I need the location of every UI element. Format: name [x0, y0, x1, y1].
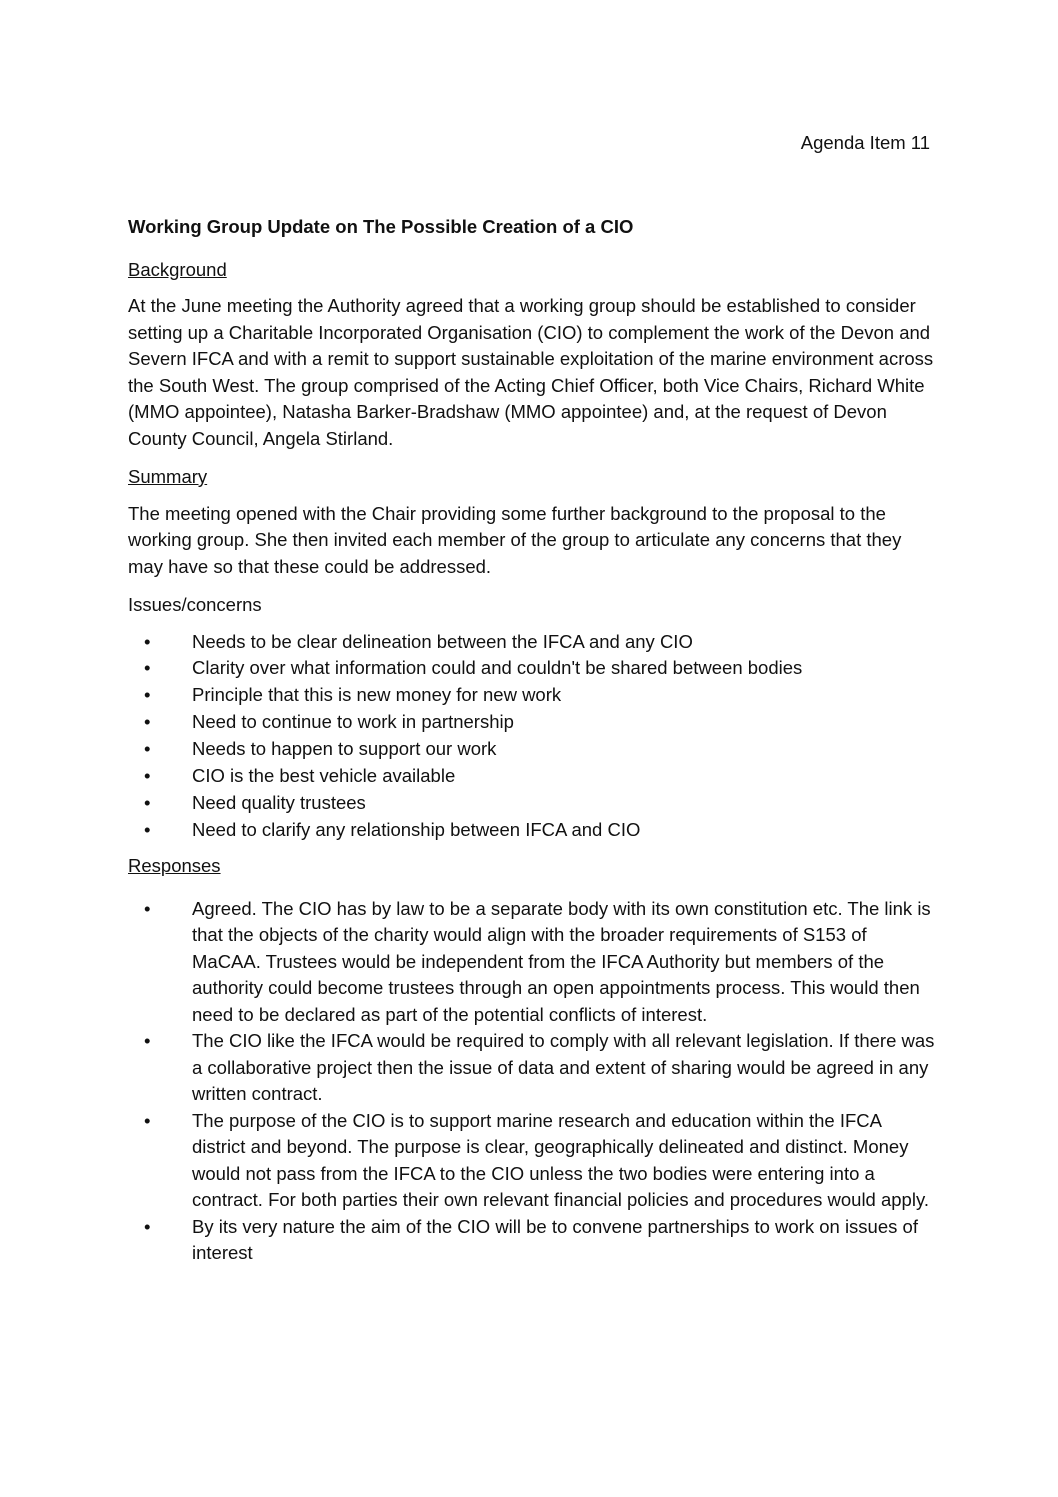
issue-item: [128, 682, 936, 709]
issue-text: Need quality trustees: [192, 791, 366, 813]
bullet-icon: •: [144, 657, 151, 679]
issue-text: Needs to be clear delineation between the IFCA and any CIO: [192, 630, 693, 652]
issues-heading: Issues/concerns: [128, 594, 262, 615]
bullet-icon: •: [144, 791, 151, 813]
response-text: The CIO like the IFCA would be required to comply with all relevant legislation. If there was a collaborative project then the issue of data and extent of sharing would be agreed in any written contract.: [192, 1030, 935, 1105]
issue-text: Clarity over what information could and couldn't be shared between bodies: [192, 657, 803, 679]
response-item: [128, 896, 936, 1029]
issue-text: Need to continue to work in partnership: [192, 711, 514, 733]
issue-item: [128, 763, 936, 790]
issue-item: [128, 655, 936, 682]
response-text: By its very nature the aim of the CIO will be to convene partnerships to work on issues of interest: [192, 1215, 918, 1264]
issue-item: [128, 817, 936, 844]
issue-text: Need to clarify any relationship between IFCA and CIO: [192, 818, 641, 840]
bullet-icon: •: [144, 1215, 151, 1237]
background-heading: Background: [128, 258, 227, 280]
bullet-icon: •: [144, 1030, 151, 1052]
summary-paragraph: The meeting opened with the Chair providing some further background to the proposal to the working group. She then invited each member of the group to articulate any concerns that they may have so that these could be addressed.: [128, 502, 902, 577]
issue-item: [128, 736, 936, 763]
response-item: [128, 1028, 936, 1108]
bullet-icon: •: [144, 764, 151, 786]
bullet-icon: •: [144, 818, 151, 840]
issue-text: CIO is the best vehicle available: [192, 764, 456, 786]
bullet-icon: •: [144, 711, 151, 733]
document-title: Working Group Update on The Possible Creation of a CIO: [128, 216, 634, 237]
bullet-icon: •: [144, 1109, 151, 1131]
issue-text: Principle that this is new money for new work: [192, 684, 562, 706]
responses-heading: Responses: [128, 855, 221, 877]
response-item: [128, 1108, 936, 1214]
issue-item: [128, 709, 936, 736]
bullet-icon: •: [144, 897, 151, 919]
background-paragraph: At the June meeting the Authority agreed that a working group should be established to consider setting up a Charitable Incorporated Organisation (CIO) to complement the work of the Devon and Severn IFCA and with a remit to support sustainable exploitation of the marine environment across the South West. The group comprised of the Acting Chief Officer, both Vice Chairs, Richard White (MMO appointee), Natasha Barker-Bradshaw (MMO appointee) and, at the request of Devon County Council, Angela Stirland.: [128, 295, 934, 449]
issue-item: [128, 790, 936, 817]
response-text: Agreed. The CIO has by law to be a separate body with its own constitution etc. The link is that the objects of the charity would align with the broader requirements of S153 of MaCAA. Trustees would be independent from the IFCA Authority but members of the authority could become trustees through an open appointments process. This would then need to be declared as part of the potential conflicts of interest.: [192, 897, 931, 1025]
bullet-icon: •: [144, 738, 151, 760]
issues-list: [128, 629, 936, 844]
agenda-item-label: Agenda Item 11: [800, 132, 930, 153]
bullet-icon: •: [144, 684, 151, 706]
summary-heading: Summary: [128, 466, 208, 487]
response-item: [128, 1214, 936, 1267]
response-text: The purpose of the CIO is to support marine research and education within the IFCA district and beyond. The purpose is clear, geographically delineated and distinct. Money would not pass from the IFCA to the CIO unless the two bodies were entering into a contract. For both parties their own relevant financial policies and procedures would apply.: [192, 1109, 929, 1211]
responses-list: [128, 896, 936, 1267]
document-body: [128, 214, 936, 1277]
issue-item: [128, 629, 936, 656]
issue-text: Needs to happen to support our work: [192, 738, 497, 760]
bullet-icon: •: [144, 630, 151, 652]
